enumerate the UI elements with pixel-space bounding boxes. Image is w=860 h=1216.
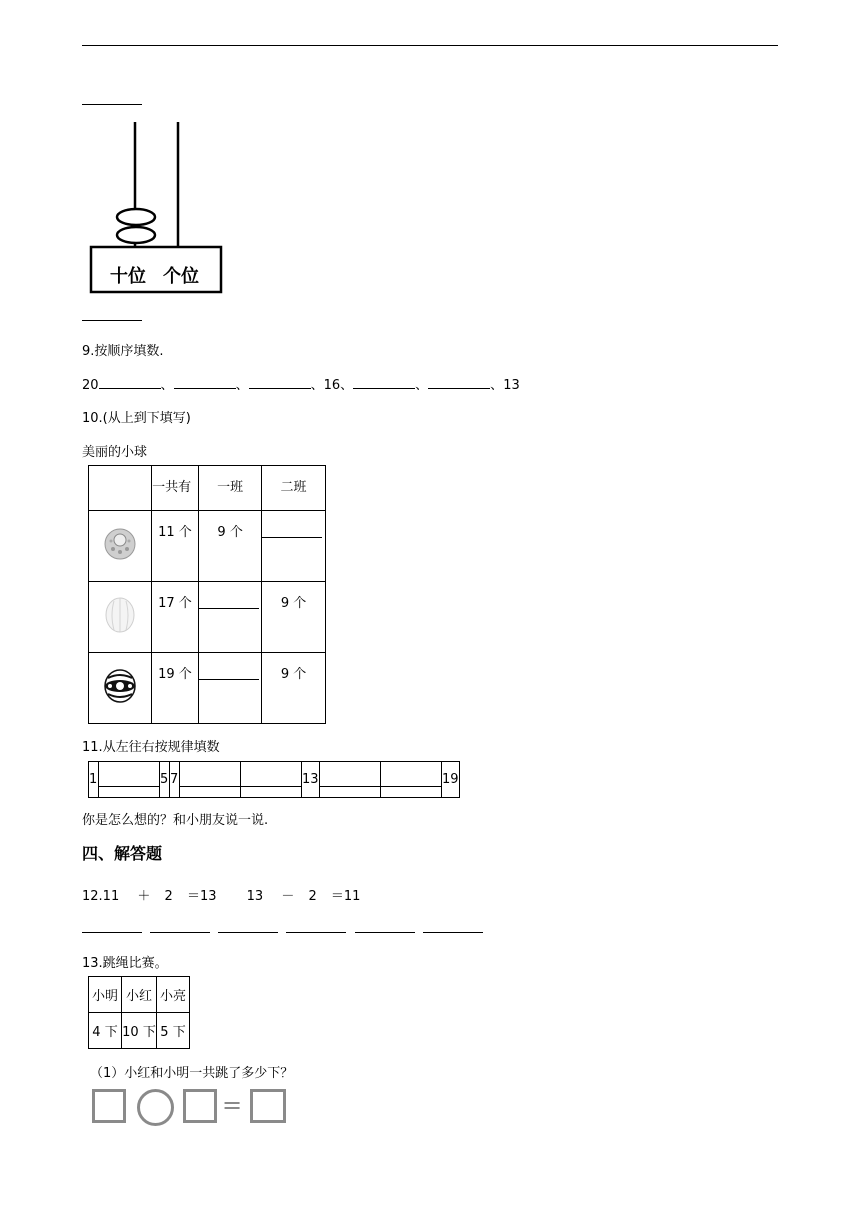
q12-label: 12.11 (82, 889, 120, 904)
total-cell: 11 个 (152, 511, 199, 582)
sep: 、 (340, 378, 354, 393)
circle-box[interactable] (137, 1089, 174, 1126)
q13-subquestion: （1）小红和小明一共跳了多少下？ (90, 1066, 294, 1081)
pattern-cell[interactable] (241, 762, 302, 798)
beaded-ball-icon (100, 522, 140, 566)
sep: 、 (160, 378, 174, 393)
pattern-cell[interactable] (180, 762, 241, 798)
q12-question (82, 885, 360, 904)
ball-image-cell (89, 653, 152, 724)
sep: 、 (415, 378, 429, 393)
answer-blank[interactable] (262, 521, 322, 538)
answer-blank[interactable] (428, 388, 490, 389)
class1-cell: 9 个 (199, 511, 262, 582)
q10-title: 美丽的小球 (82, 445, 148, 460)
name-cell: 小红 (122, 977, 157, 1013)
seq-end: 13 (503, 378, 520, 393)
seq-start: 20 (82, 378, 99, 393)
name-cell: 小明 (89, 977, 122, 1013)
q10-question: 10.(从上到下填写) (82, 411, 191, 426)
answer-blank[interactable] (218, 920, 278, 933)
answer-blank[interactable] (82, 308, 142, 321)
count-cell: 4 下 (89, 1013, 122, 1049)
plus-sign: ＋ (137, 889, 151, 904)
minus-sign: － (281, 889, 295, 904)
balls-table (88, 465, 326, 724)
square-box[interactable] (250, 1089, 286, 1123)
sep: 、 (490, 378, 504, 393)
class2-cell: 9 个 (262, 582, 326, 653)
answer-blank[interactable] (82, 920, 142, 933)
patterned-ball-icon (100, 664, 140, 708)
abacus-bead (117, 209, 155, 225)
pattern-cell: 5 (160, 762, 170, 798)
q9-sequence (82, 374, 520, 393)
q12-blanks (82, 920, 483, 937)
answer-blank[interactable] (286, 920, 346, 933)
answer-blank[interactable] (199, 592, 259, 609)
answer-blank[interactable] (99, 388, 161, 389)
pattern-cell: 1 (89, 762, 99, 798)
answer-blank[interactable] (82, 92, 142, 105)
abacus-bead (117, 227, 155, 243)
count-cell: 5 下 (157, 1013, 190, 1049)
answer-blank[interactable] (355, 920, 415, 933)
pattern-cell: 7 (170, 762, 180, 798)
name-cell: 小亮 (157, 977, 190, 1013)
abacus-image (88, 118, 228, 296)
pattern-cell[interactable] (320, 762, 381, 798)
operand: 2 (308, 889, 317, 904)
tens-label: 十位 (110, 266, 146, 287)
result: ＝11 (330, 889, 361, 904)
header-cell: 二班 (262, 466, 326, 511)
answer-blank[interactable] (150, 920, 210, 933)
header-rule (82, 45, 778, 46)
pattern-cell: 19 (442, 762, 460, 798)
square-box[interactable] (92, 1089, 126, 1123)
class1-cell (199, 653, 262, 724)
result: ＝13 (186, 889, 217, 904)
answer-blank[interactable] (249, 388, 311, 389)
class2-cell: 9 个 (262, 653, 326, 724)
header-cell: 一班 (199, 466, 262, 511)
ball-image-cell (89, 511, 152, 582)
ball-image-cell (89, 582, 152, 653)
q9-question: 9.按顺序填数. (82, 344, 164, 359)
equals-sign: = (222, 1091, 243, 1119)
seq-given: 16 (323, 378, 341, 393)
count-cell: 10 下 (122, 1013, 157, 1049)
operand: 2 (164, 889, 173, 904)
section-title: 四、解答题 (82, 844, 163, 863)
pattern-table (88, 761, 460, 798)
answer-blank[interactable] (199, 663, 259, 680)
answer-blank[interactable] (353, 388, 415, 389)
pattern-cell[interactable] (99, 762, 160, 798)
answer-blank[interactable] (174, 388, 236, 389)
answer-blank[interactable] (423, 920, 483, 933)
q11-question: 11.从左往右按规律填数 (82, 740, 220, 755)
square-box[interactable] (183, 1089, 217, 1123)
operand: 13 (246, 889, 264, 904)
pattern-cell: 13 (302, 762, 320, 798)
total-cell: 17 个 (152, 582, 199, 653)
q13-question: 13.跳绳比赛。 (82, 956, 168, 971)
sep: 、 (235, 378, 249, 393)
class2-cell (262, 511, 326, 582)
pattern-cell[interactable] (381, 762, 442, 798)
class1-cell (199, 582, 262, 653)
header-cell (89, 466, 152, 511)
q11-followup: 你是怎么想的？和小朋友说一说. (82, 813, 269, 828)
header-cell: 一共有 (152, 466, 199, 511)
jump-rope-table (88, 976, 190, 1049)
ones-label: 个位 (163, 266, 199, 287)
sep: 、 (310, 378, 324, 393)
striped-ball-icon (100, 593, 140, 637)
total-cell: 19 个 (152, 653, 199, 724)
